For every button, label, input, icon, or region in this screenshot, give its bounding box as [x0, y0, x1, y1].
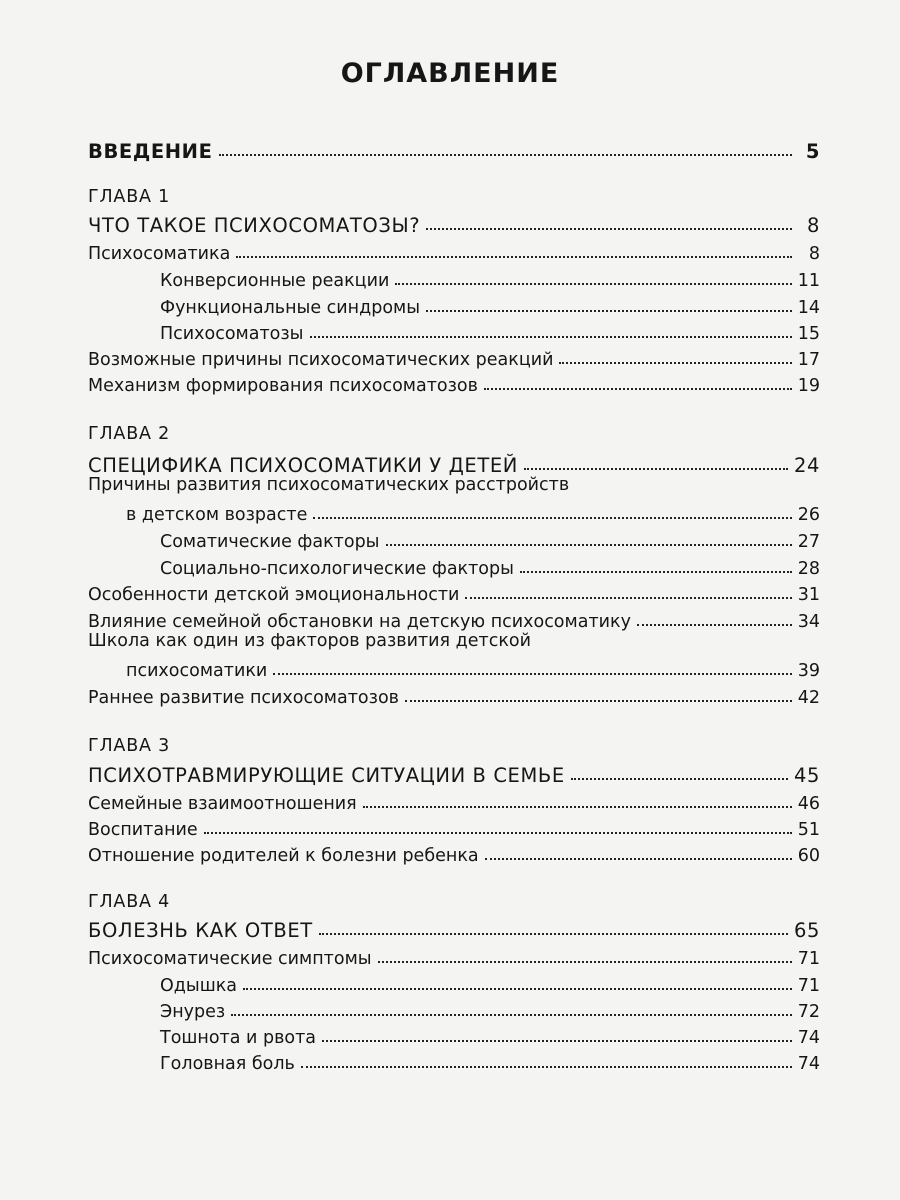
- toc-page-number: 28: [797, 558, 820, 579]
- toc-entry-label: Психосоматозы: [160, 323, 304, 344]
- dot-leader: [301, 1066, 792, 1068]
- table-of-contents: [88, 0, 820, 1200]
- toc-entry[interactable]: [88, 812, 820, 840]
- toc-subentry[interactable]: [88, 290, 820, 318]
- toc-entry-label: ВВЕДЕНИЕ: [88, 139, 213, 163]
- toc-page-number: 31: [797, 584, 820, 605]
- toc-entry[interactable]: [88, 577, 820, 605]
- dot-leader: [243, 988, 792, 990]
- toc-chapter-title[interactable]: [88, 913, 820, 941]
- toc-entry[interactable]: [88, 653, 820, 681]
- toc-subentry[interactable]: [88, 1020, 820, 1048]
- toc-subentry[interactable]: [88, 316, 820, 344]
- toc-page-number: 34: [797, 611, 820, 632]
- dot-leader: [313, 517, 791, 519]
- dot-leader: [426, 228, 792, 230]
- toc-chapter-title[interactable]: [88, 758, 820, 786]
- dot-leader: [405, 700, 792, 702]
- toc-page-number: 45: [793, 763, 820, 787]
- toc-entry-label: Соматические факторы: [160, 531, 380, 552]
- toc-page-number: 19: [797, 375, 820, 396]
- dot-leader: [571, 778, 788, 780]
- toc-chapter-title[interactable]: [88, 448, 820, 476]
- toc-subentry[interactable]: [88, 263, 820, 291]
- dot-leader: [395, 283, 791, 285]
- toc-entry-label: ПСИХОТРАВМИРУЮЩИЕ СИТУАЦИИ В СЕМЬЕ: [88, 763, 565, 787]
- toc-entry[interactable]: [88, 236, 820, 264]
- dot-leader: [426, 310, 792, 312]
- dot-leader: [363, 806, 792, 808]
- toc-entry[interactable]: [88, 786, 820, 814]
- toc-page-number: 51: [797, 819, 820, 840]
- toc-entry-label: Воспитание: [88, 819, 198, 840]
- toc-entry[interactable]: [88, 604, 820, 632]
- toc-page-number: 74: [797, 1053, 820, 1074]
- toc-entry[interactable]: [88, 680, 820, 708]
- toc-entry-label: Механизм формирования психосоматозов: [88, 375, 478, 396]
- toc-page-number: 5: [805, 139, 820, 163]
- toc-entry-label: Психосоматика: [88, 243, 231, 264]
- toc-entry-label: Особенности детской эмоциональности: [88, 584, 460, 605]
- toc-entry-label-line1[interactable]: Школа как один из факторов развития детской: [88, 631, 531, 651]
- dot-leader: [273, 673, 791, 675]
- toc-entry-label: в детском возрасте: [126, 504, 308, 525]
- chapter-heading: ГЛАВА 1: [88, 187, 171, 207]
- toc-entry-label-line1[interactable]: Причины развития психосоматических расстройств: [88, 475, 570, 495]
- dot-leader: [231, 1014, 792, 1016]
- toc-entry-label: СПЕЦИФИКА ПСИХОСОМАТИКИ У ДЕТЕЙ: [88, 453, 518, 477]
- toc-subentry[interactable]: [88, 968, 820, 996]
- toc-entry-label: Социально-психологические факторы: [160, 558, 514, 579]
- toc-page-number: 8: [808, 243, 820, 264]
- toc-page-number: 65: [793, 918, 820, 942]
- toc-entry-label: БОЛЕЗНЬ КАК ОТВЕТ: [88, 918, 313, 942]
- toc-entry-label: Влияние семейной обстановки на детскую психосоматику: [88, 611, 631, 632]
- toc-entry-label: Одышка: [160, 975, 237, 996]
- toc-page-number: 42: [797, 687, 820, 708]
- dot-leader: [310, 336, 792, 338]
- dot-leader: [465, 597, 791, 599]
- toc-entry-label: психосоматики: [126, 660, 268, 681]
- dot-leader: [485, 858, 792, 860]
- toc-page-number: 8: [806, 213, 820, 237]
- toc-page-number: 46: [797, 793, 820, 814]
- dot-leader: [319, 933, 788, 935]
- toc-entry-label: Энурез: [160, 1001, 226, 1022]
- toc-page-number: 71: [797, 975, 820, 996]
- toc-entry[interactable]: [88, 497, 820, 525]
- chapter-heading: ГЛАВА 4: [88, 892, 171, 912]
- toc-entry-label: Головная боль: [160, 1053, 295, 1074]
- dot-leader: [520, 571, 792, 573]
- dot-leader: [637, 624, 792, 626]
- toc-subentry[interactable]: [88, 1046, 820, 1074]
- dot-leader: [484, 388, 792, 390]
- toc-page-number: 74: [797, 1027, 820, 1048]
- toc-entry-label: Раннее развитие психосоматозов: [88, 687, 399, 708]
- toc-entry-intro[interactable]: [88, 134, 820, 162]
- dot-leader: [204, 832, 792, 834]
- dot-leader: [524, 468, 788, 470]
- toc-page-number: 15: [797, 323, 820, 344]
- dot-leader: [219, 154, 793, 156]
- toc-page-number: 17: [797, 349, 820, 370]
- dot-leader: [386, 544, 792, 546]
- toc-page-number: 14: [797, 297, 820, 318]
- toc-page-number: 11: [797, 270, 820, 291]
- toc-entry[interactable]: [88, 368, 820, 396]
- toc-entry-label: ЧТО ТАКОЕ ПСИХОСОМАТОЗЫ?: [88, 213, 421, 237]
- toc-page-number: 26: [797, 504, 820, 525]
- dot-leader: [322, 1040, 792, 1042]
- toc-entry-label: Семейные взаимоотношения: [88, 793, 357, 814]
- toc-page-number: 24: [793, 453, 820, 477]
- page-title: ОГЛАВЛЕНИЕ: [340, 58, 560, 89]
- toc-entry-label: Тошнота и рвота: [160, 1027, 317, 1048]
- toc-entry[interactable]: [88, 342, 820, 370]
- dot-leader: [559, 362, 791, 364]
- toc-page-number: 39: [797, 660, 820, 681]
- toc-entry[interactable]: [88, 838, 820, 866]
- toc-subentry[interactable]: [88, 551, 820, 579]
- toc-page-number: 72: [797, 1001, 820, 1022]
- toc-page-number: 71: [797, 948, 820, 969]
- chapter-heading: ГЛАВА 3: [88, 736, 171, 756]
- toc-subentry[interactable]: [88, 994, 820, 1022]
- toc-entry-label: Конверсионные реакции: [160, 270, 390, 291]
- toc-page-number: 60: [797, 845, 820, 866]
- toc-entry-label: Отношение родителей к болезни ребенка: [88, 845, 479, 866]
- toc-subentry[interactable]: [88, 524, 820, 552]
- toc-page-number: 27: [797, 531, 820, 552]
- dot-leader: [378, 961, 792, 963]
- toc-entry-label: Функциональные синдромы: [160, 297, 421, 318]
- toc-entry[interactable]: [88, 941, 820, 969]
- toc-chapter-title[interactable]: [88, 208, 820, 236]
- chapter-heading: ГЛАВА 2: [88, 424, 171, 444]
- dot-leader: [236, 256, 792, 258]
- toc-entry-label: Возможные причины психосоматических реакций: [88, 349, 554, 370]
- toc-entry-label: Психосоматические симптомы: [88, 948, 372, 969]
